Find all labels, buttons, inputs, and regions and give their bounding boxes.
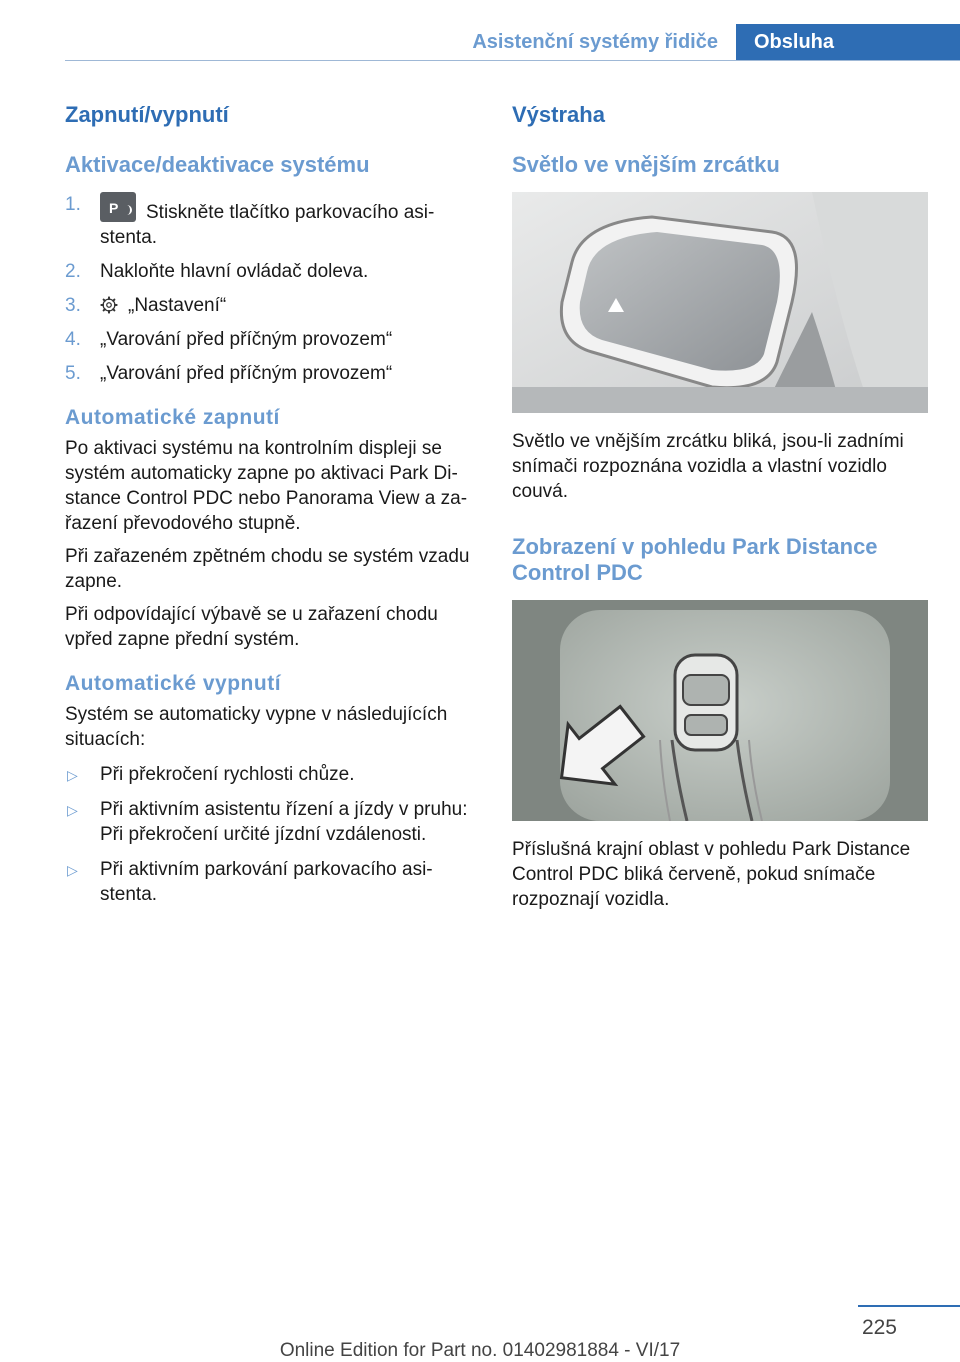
step-text: „Nastavení“ — [128, 295, 227, 316]
footer-rule — [858, 1305, 960, 1307]
step-text: „Varování před příčným provozem“ — [100, 363, 393, 384]
subheading-auto-off: Automatické vypnutí — [65, 672, 282, 695]
subheading-auto-on: Automatické zapnutí — [65, 406, 280, 429]
edition-footer: Online Edition for Part no. 01402981884 - VI/17 — [279, 1340, 681, 1361]
step-number: 3. — [65, 295, 81, 316]
header-rule — [65, 60, 960, 61]
section-heading-on-off: Zapnutí/vypnutí — [65, 102, 229, 127]
paragraph-auto-on-1: Po aktivaci systému na kontrolním displeji se systém automaticky zapne po aktivaci Park Di-stance Control PDC nebo Panorama View a za-řazení převodového stupně. — [65, 438, 468, 534]
parking-assistant-button-icon: P — [100, 192, 136, 222]
caption-mirror: Světlo ve vnějším zrcátku bliká, jsou-li zadními snímači rozpoznána vozidla a vlastní vozidlo couvá. — [512, 431, 904, 502]
page-number: 225 — [861, 1316, 897, 1339]
list-item — [65, 797, 485, 847]
step-text: „Varování před příčným provozem“ — [100, 329, 393, 350]
mirror-photo — [512, 192, 928, 413]
gear-icon — [100, 296, 118, 314]
step-number: 1. — [65, 194, 81, 215]
step-number: 4. — [65, 329, 81, 350]
list-item — [65, 361, 485, 386]
paragraph-auto-on-2: Při zařazeném zpětném chodu se systém vzadu zapne. — [65, 546, 470, 592]
left-column — [65, 100, 485, 917]
list-item — [65, 762, 485, 787]
triangle-right-icon: ▷ — [67, 802, 78, 818]
paragraph-auto-on-3: Při odpovídající výbavě se u zařazení chodu vpřed zapne přední systém. — [65, 604, 438, 650]
subheading-mirror-light: Světlo ve vnějším zrcátku — [512, 152, 780, 177]
activation-steps — [65, 192, 485, 386]
bullet-text: Při aktivním parkování parkovacího asi-stenta. — [100, 859, 433, 905]
bullet-text: Při aktivním asistentu řízení a jízdy v pruhu: Při překročení určité jízdní vzdálenosti. — [100, 799, 468, 845]
subheading-pdc-view: Zobrazení v pohledu Park Distance Control PDC — [512, 534, 878, 585]
list-item — [65, 327, 485, 352]
paragraph-auto-off-intro: Systém se automaticky vypne v následujících situacích: — [65, 704, 448, 750]
auto-off-conditions — [65, 762, 485, 907]
running-header-tab: Obsluha — [736, 24, 960, 61]
running-header-section: Asistenční systémy řidiče — [472, 31, 718, 53]
list-item — [65, 857, 485, 907]
triangle-right-icon: ▷ — [67, 862, 78, 878]
step-number: 2. — [65, 261, 81, 282]
step-number: 5. — [65, 363, 81, 384]
section-heading-warning: Výstraha — [512, 102, 605, 127]
step-text: Nakloňte hlavní ovládač doleva. — [100, 261, 369, 282]
right-column — [512, 100, 932, 930]
list-item — [65, 259, 485, 284]
subheading-activation: Aktivace/deaktivace systému — [65, 152, 370, 177]
bullet-text: Při překročení rychlosti chůze. — [100, 764, 355, 785]
triangle-right-icon: ▷ — [67, 767, 78, 783]
caption-pdc: Příslušná krajní oblast v pohledu Park Distance Control PDC bliká červeně, pokud snímače rozpoznají vozidla. — [512, 839, 911, 910]
list-item — [65, 192, 485, 250]
list-item — [65, 293, 485, 318]
step-text: Stiskněte tlačítko parkovacího asi-stenta. — [100, 202, 435, 248]
pdc-view-image — [512, 600, 928, 821]
